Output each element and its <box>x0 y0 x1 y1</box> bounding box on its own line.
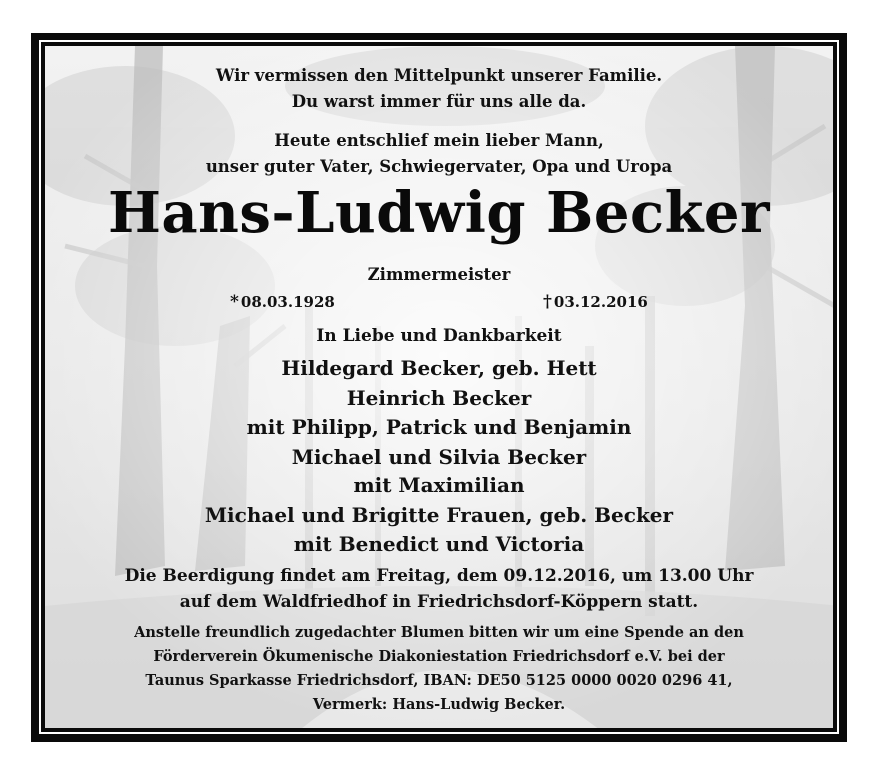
family-line-1: Hildegard Becker, geb. Hett <box>281 356 597 380</box>
family-line-4: Michael und Silvia Becker <box>291 445 587 469</box>
birth-date <box>230 292 335 312</box>
death-cross-icon: † <box>543 292 552 312</box>
intro-line-2: Du warst immer für uns alle da. <box>291 92 587 111</box>
death-date-value: 03.12.2016 <box>553 293 648 311</box>
donation-line-4: Vermerk: Hans-Ludwig Becker. <box>312 696 566 713</box>
donation-line-2: Förderverein Ökumenische Diakoniestation Friedrichsdorf e.V. bei der <box>153 648 725 665</box>
closing-phrase: In Liebe und Dankbarkeit <box>316 326 562 346</box>
birth-date-value: 08.03.1928 <box>240 293 335 311</box>
birth-star-icon: * <box>230 292 239 312</box>
family-line-5: mit Maximilian <box>353 473 525 497</box>
funeral-line-2: auf dem Waldfriedhof in Friedrichsdorf-Köppern statt. <box>179 592 699 612</box>
funeral-line-1: Die Beerdigung findet am Freitag, dem 09.12.2016, um 13.00 Uhr <box>124 566 754 586</box>
family-line-3: mit Philipp, Patrick und Benjamin <box>246 415 632 439</box>
profession: Zimmermeister <box>367 265 511 284</box>
family-line-7: mit Benedict und Victoria <box>293 532 585 556</box>
family-line-2: Heinrich Becker <box>346 386 532 410</box>
announcement-line-1: Heute entschlief mein lieber Mann, <box>274 131 604 150</box>
death-date <box>543 292 648 312</box>
announcement-line-2: unser guter Vater, Schwiegervater, Opa und Uropa <box>205 157 673 176</box>
family-line-6: Michael und Brigitte Frauen, geb. Becker <box>204 503 674 527</box>
donation-line-1: Anstelle freundlich zugedachter Blumen bitten wir um eine Spende an den <box>134 624 744 641</box>
intro-line-1: Wir vermissen den Mittelpunkt unserer Familie. <box>215 66 663 85</box>
deceased-name: Hans-Ludwig Becker <box>107 180 771 246</box>
donation-line-3: Taunus Sparkasse Friedrichsdorf, IBAN: DE50 5125 0000 0020 0296 41, <box>145 672 733 689</box>
